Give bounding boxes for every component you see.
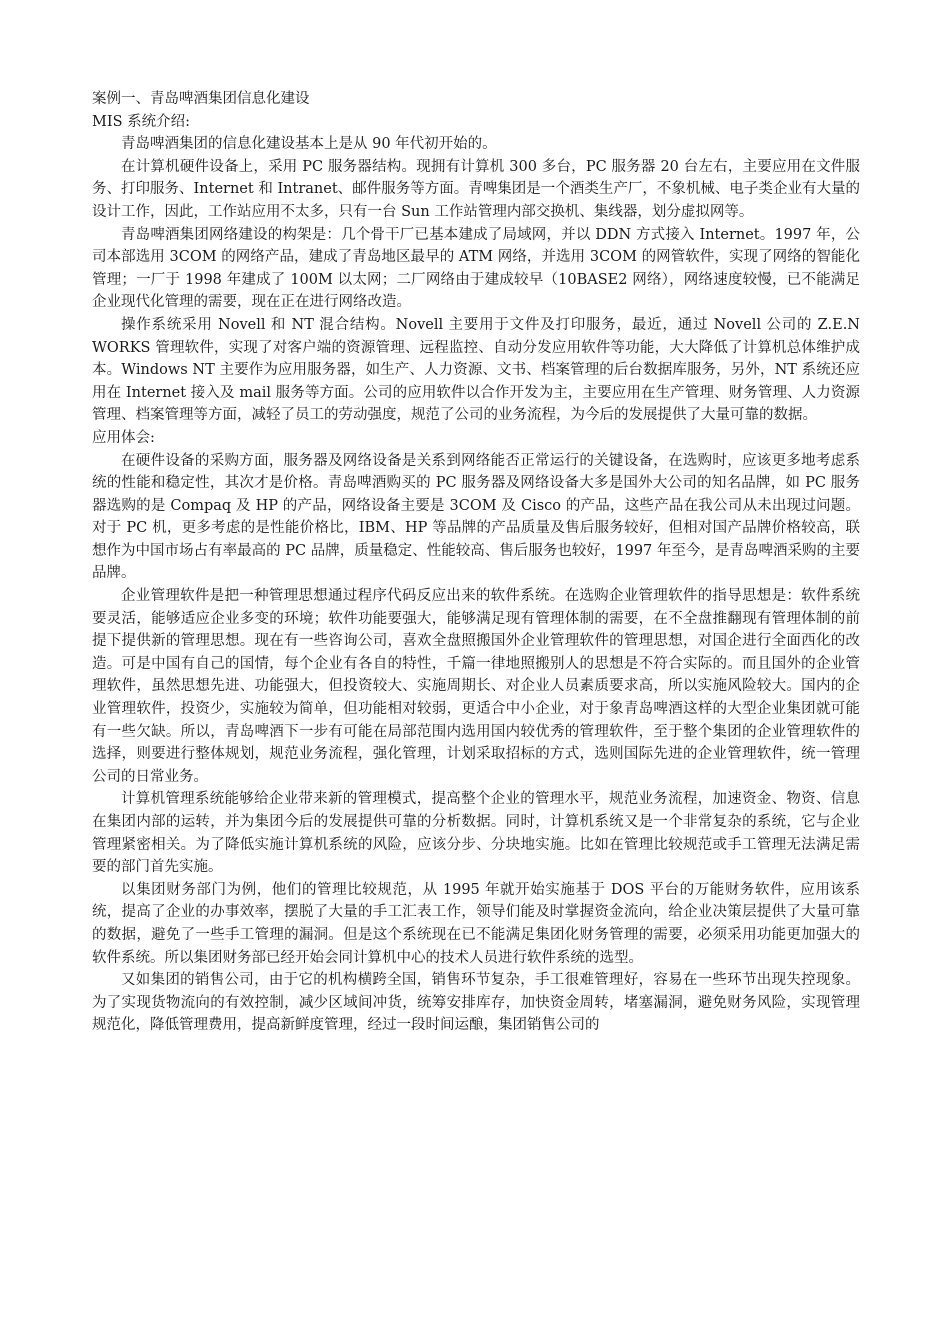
section-heading-experience: 应用体会: [92, 429, 155, 446]
paragraph: 在硬件设备的采购方面，服务器及网络设备是关系到网络能否正常运行的关键设备，在选购时，应该更多地考虑系统的性能和稳定性，其次才是价格。青岛啤酒购买的 PC 服务器及网络设备大多是国外大公司的知名品牌，如 PC 服务器选购的是 Compaq 及 HP 的产品，网络设备主要是 3COM 及 Cisco 的产品，这些产品在我公司从未出现过问题。对于 PC 机，更多考虑的是性能价格比，IBM、HP 等品牌的产品质量及售后服务较好，但相对国产品牌价格较高，联想作为中国市场占有率最高的 PC 品牌，质量稳定、性能较高、售后服务也较好，1997 年至今，是青岛啤酒采购的主要品牌。 [92, 452, 860, 582]
paragraph: 又如集团的销售公司，由于它的机构横跨全国，销售环节复杂，手工很难管理好，容易在一些环节出现失控现象。为了实现货物流向的有效控制，减少区域间冲货，统筹安排库存，加快资金周转，堵塞漏洞，避免财务风险，实现管理规范化，降低管理费用，提高新鲜度管理，经过一段时间运酿，集团销售公司的 [92, 972, 860, 1034]
paragraph: 青岛啤酒集团的信息化建设基本上是从 90 年代初开始的。 [121, 136, 497, 153]
paragraph: 以集团财务部门为例，他们的管理比较规范，从 1995 年就开始实施基于 DOS 平台的万能财务软件，应用该系统，提高了企业的办事效率，摆脱了大量的手工汇表工作，领导们能及时掌握资金流向，给企业决策层提供了大量可靠的数据，避免了一些手工管理的漏洞。但是这个系统现在已不能满足集团化财务管理的需要，必须采用功能更加强大的软件系统。所以集团财务部已经开始会同计算机中心的技术人员进行软件系统的选型。 [92, 881, 860, 966]
document-page [92, 88, 860, 1037]
paragraph: 操作系统采用 Novell 和 NT 混合结构。Novell 主要用于文件及打印服务，最近，通过 Novell 公司的 Z.E.N WORKS 管理软件，实现了对客户端的资源管理、远程监控、自动分发应用软件等功能，大大降低了计算机总体维护成本。Windows NT 主要作为应用服务器，如生产、人力资源、文书、档案管理的后台数据库服务，另外，NT 系统还应用在 Internet 接入及 mail 服务等方面。公司的应用软件以合作开发为主，主要应用在生产管理、财务管理、人力资源管理、档案管理等方面，减轻了员工的劳动强度，规范了公司的业务流程，为今后的发展提供了大量可靠的数据。 [92, 316, 860, 424]
document-title: 案例一、青岛啤酒集团信息化建设 [92, 91, 310, 107]
paragraph: 计算机管理系统能够给企业带来新的管理模式，提高整个企业的管理水平，规范业务流程，加速资金、物资、信息在集团内部的运转，并为集团今后的发展提供可靠的分析数据。同时，计算机系统又是一个非常复杂的系统，它与企业管理紧密相关。为了降低实施计算机系统的风险，应该分步、分块地实施。比如在管理比较规范或手工管理无法满足需要的部门首先实施。 [92, 791, 860, 876]
paragraph: 在计算机硬件设备上，采用 PC 服务器结构。现拥有计算机 300 多台，PC 服务器 20 台左右，主要应用在文件服务、打印服务、Internet 和 Intranet、邮件服务等方面。青啤集团是一个酒类生产厂，不象机械、电子类企业有大量的设计工作，因此，工作站应用不太多，只有一台 Sun 工作站管理内部交换机、集线器，划分虚拟网等。 [92, 158, 860, 220]
section-heading-mis: MIS 系统介绍: [92, 113, 191, 130]
paragraph: 企业管理软件是把一种管理思想通过程序代码反应出来的软件系统。在选购企业管理软件的指导思想是：软件系统要灵活，能够适应企业多变的环境；软件功能要强大，能够满足现有管理体制的需要，在不全盘推翻现有管理体制的前提下提供新的管理思想。现在有一些咨询公司，喜欢全盘照搬国外企业管理软件的管理思想，对国企进行全面西化的改造。可是中国有自己的国情，每个企业有各自的特性，千篇一律地照搬别人的思想是不符合实际的。而且国外的企业管理软件，虽然思想先进、功能强大，但投资较大、实施周期长、对企业人员素质要求高，所以实施风险较大。国内的企业管理软件，投资少，实施较为简单，但功能相对较弱，更适合中小企业，对于象青岛啤酒这样的大型企业集团就可能有一些欠缺。所以，青岛啤酒下一步有可能在局部范围内选用国内较优秀的管理软件，至于整个集团的企业管理软件的选择，则要进行整体规划，规范业务流程，强化管理，计划采取招标的方式，选则国际先进的企业管理软件，统一管理公司的日常业务。 [92, 588, 860, 785]
paragraph: 青岛啤酒集团网络建设的构架是：几个骨干厂已基本建成了局域网，并以 DDN 方式接入 Internet。1997 年，公司本部选用 3COM 的网络产品，建成了青岛地区最早的 ATM 网络，并选用 3COM 的网管软件，实现了网络的智能化管理；一厂于 1998 年建成了 100M 以太网；二厂网络由于建成较早（10BASE2 网络），网络速度较慢，已不能满足企业现代化管理的需要，现在正在进行网络改造。 [92, 226, 860, 311]
